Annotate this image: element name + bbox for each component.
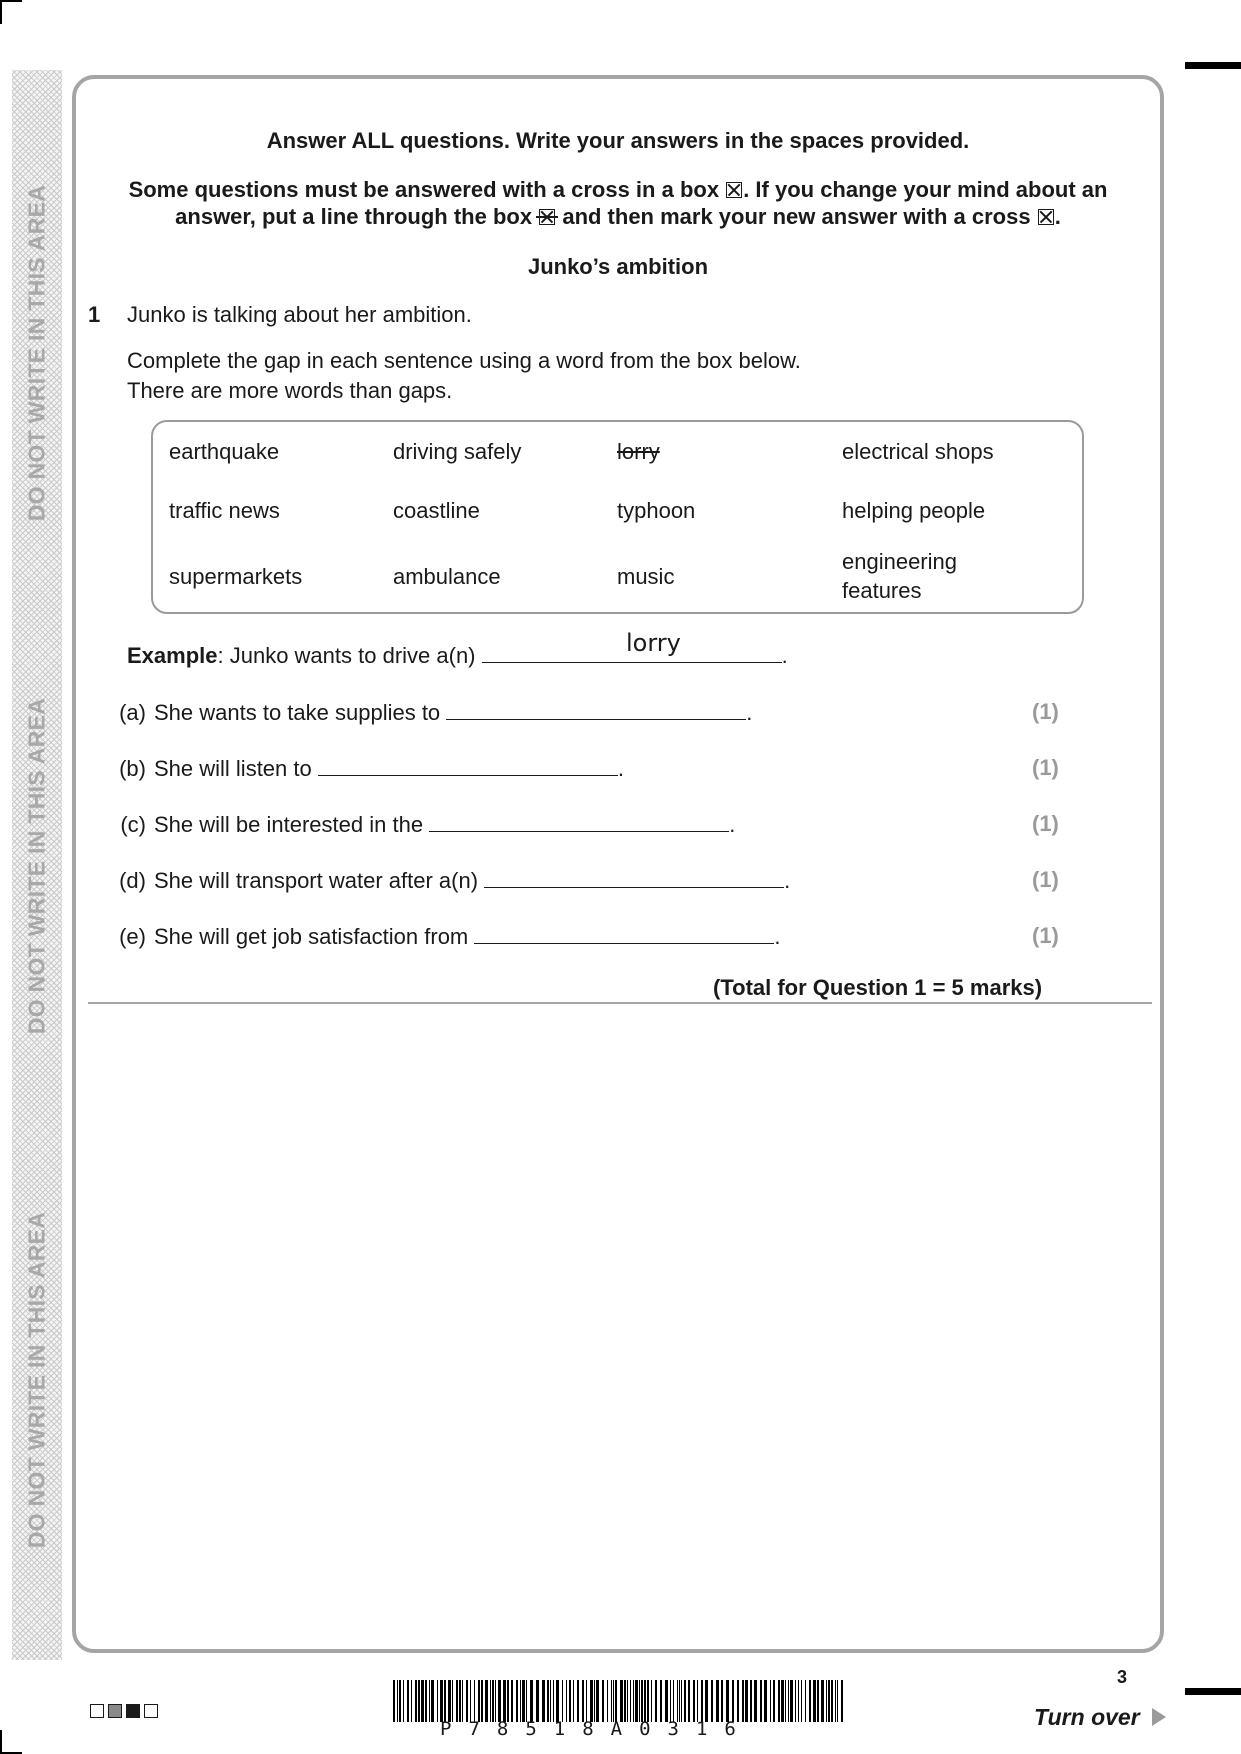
word-option: traffic news <box>169 498 280 523</box>
item-text: She will transport water after a(n) <box>154 868 479 893</box>
item-end: . <box>746 700 753 725</box>
instruction-text: . <box>1054 204 1061 229</box>
answer-blank[interactable] <box>429 811 729 832</box>
item-label: (d) <box>119 868 146 893</box>
example-line <box>127 642 788 669</box>
instruction-text: Some questions must be answered with a cross in a box <box>128 177 720 202</box>
footer-square-empty <box>90 1704 104 1718</box>
question-item-e <box>108 923 781 950</box>
answer-blank[interactable] <box>446 699 746 720</box>
item-label: (a) <box>119 700 146 725</box>
item-label: (b) <box>119 756 146 781</box>
question-item-b <box>108 755 624 782</box>
word-option: driving safely <box>393 439 522 464</box>
arrow-right-icon <box>1152 1708 1166 1726</box>
crop-mark <box>0 0 2 24</box>
instruction-line-3 <box>72 204 1164 230</box>
item-marks: (1) <box>1032 923 1059 948</box>
question-item-a <box>108 699 752 726</box>
item-end: . <box>774 924 781 949</box>
answer-blank[interactable] <box>474 923 774 944</box>
item-text: She will listen to <box>154 756 312 781</box>
question-instruction-2: There are more words than gaps. <box>127 378 453 403</box>
item-marks: (1) <box>1032 699 1059 724</box>
answer-blank[interactable] <box>318 755 618 776</box>
cross-box-icon <box>1038 209 1054 225</box>
item-text: She will get job satisfaction from <box>154 924 469 949</box>
example-answer-handwritten: lorry <box>626 629 681 657</box>
page-number: 3 <box>1117 1667 1128 1687</box>
word-option: helping people <box>842 498 986 523</box>
item-marks: (1) <box>1032 867 1059 892</box>
section-heading: Junko’s ambition <box>527 254 709 279</box>
word-option: ambulance <box>393 564 501 589</box>
edge-bar-bottom <box>1185 1688 1241 1695</box>
question-instruction-1: Complete the gap in each sentence using a word from the box below. <box>127 348 801 373</box>
footer-square-black <box>126 1704 140 1718</box>
turn-over-label: Turn over <box>1034 1704 1140 1730</box>
barcode-digits: P78518A0316 <box>440 1718 753 1740</box>
instruction-line-2 <box>72 177 1164 203</box>
word-option: supermarkets <box>169 564 303 589</box>
item-label: (c) <box>120 812 146 837</box>
cross-box-icon <box>726 182 742 198</box>
example-text: : Junko wants to drive a(n) <box>217 643 476 668</box>
footer-square-grey <box>108 1704 122 1718</box>
word-option: earthquake <box>169 439 280 464</box>
word-option: electrical shops <box>842 439 994 464</box>
item-label: (e) <box>119 924 146 949</box>
footer-square-empty <box>144 1704 158 1718</box>
word-option: coastline <box>393 498 480 523</box>
item-marks: (1) <box>1032 811 1059 836</box>
question-intro: Junko is talking about her ambition. <box>127 302 472 327</box>
item-end: . <box>729 812 736 837</box>
question-item-d <box>108 867 790 894</box>
item-text: She will be interested in the <box>154 812 424 837</box>
barcode <box>393 1680 845 1722</box>
question-number: 1 <box>88 302 101 327</box>
crop-mark <box>0 0 22 2</box>
example-end: . <box>781 643 788 668</box>
instruction-text: answer, put a line through the box <box>175 204 533 229</box>
word-option-crossed: lorry <box>617 439 660 464</box>
edge-bar-top <box>1185 62 1241 69</box>
instruction-text: and then mark your new answer with a cross <box>562 204 1031 229</box>
item-marks: (1) <box>1032 755 1059 780</box>
question-item-c <box>108 811 735 838</box>
item-text: She wants to take supplies to <box>154 700 441 725</box>
word-option: music <box>617 564 675 589</box>
instruction-text: . If you change your mind about an <box>743 177 1108 202</box>
item-end: . <box>784 868 791 893</box>
struck-cross-box-icon <box>539 209 555 225</box>
item-end: . <box>617 756 624 781</box>
crop-mark <box>0 1730 2 1754</box>
example-label: Example <box>127 643 218 668</box>
word-option: engineering features <box>842 549 957 603</box>
question-total: (Total for Question 1 = 5 marks) <box>713 975 1043 1000</box>
instruction-line-1: Answer ALL questions. Write your answers in the spaces provided. <box>266 128 970 153</box>
total-rule <box>88 1002 1152 1004</box>
word-option: typhoon <box>617 498 696 523</box>
answer-blank[interactable] <box>484 867 784 888</box>
